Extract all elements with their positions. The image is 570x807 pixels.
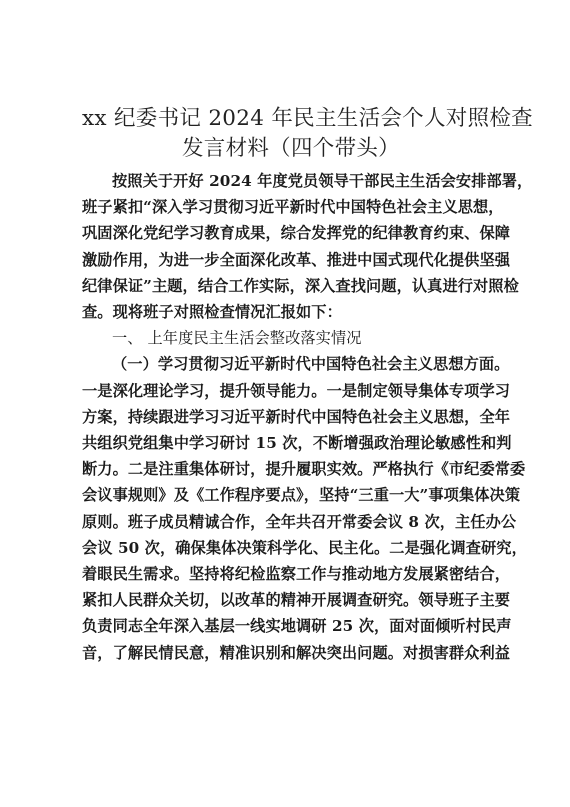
body-line-5: 断力。二是注重集体研讨，提升履职实效。严格执行《市纪委常委: [82, 460, 526, 479]
intro-line-6: 查。现将班子对照检查情况汇报如下：: [82, 303, 342, 322]
body-line-7: 原则。班子成员精诚合作，全年共召开常委会议 8 次，主任办公: [82, 512, 517, 531]
body-line-6: 会议事规则》及《工作程序要点》，坚持“三重一大”事项集体决策: [82, 486, 521, 505]
body-line-2: 一是深化理论学习，提升领导能力。一是制定领导集体专项学习: [82, 381, 511, 400]
intro-line-4: 激励作用，为进一步全面深化改革、推进中国式现代化提供坚强: [82, 250, 511, 269]
body-line-10: 紧扣人民群众关切，以改革的精神开展调查研究。领导班子主要: [82, 591, 511, 610]
title-line-1: xx 纪委书记 2024 年民主生活会个人对照检查: [82, 106, 533, 131]
body-line-12: 音，了解民情民意，精准识别和解决突出问题。对损害群众利益: [82, 643, 511, 662]
document-body: [82, 168, 533, 666]
body-line-4: 共组织党组集中学习研讨 15 次，不断增强政治理论敏感性和判: [82, 434, 512, 453]
section-heading: 一、 上年度民主生活会整改落实情况: [112, 329, 362, 348]
document-title: [82, 104, 533, 164]
body-line-3: 方案，持续跟进学习习近平新时代中国特色社会主义思想，全年: [82, 407, 511, 426]
intro-line-5: 纪律保证”主题，结合工作实际，深入查找问题，认真进行对照检: [82, 276, 519, 295]
intro-line-1: 按照关于开好 2024 年度党员领导干部民主生活会安排部署，: [112, 172, 533, 190]
body-line-9: 着眼民生需求。坚持将纪检监察工作与推动地方发展紧密结合，: [82, 565, 511, 584]
title-line-2: 发言材料（四个带头）: [181, 136, 400, 161]
intro-line-3: 巩固深化党纪学习教育成果，综合发挥党的纪律教育约束、保障: [82, 224, 511, 243]
subsection-heading: （一）学习贯彻习近平新时代中国特色社会主义思想方面。: [112, 355, 510, 374]
body-line-11: 负责同志全年深入基层一线实地调研 25 次，面对面倾听村民声: [82, 617, 512, 636]
body-line-8: 会议 50 次，确保集体决策科学化、民主化。二是强化调查研究，: [82, 538, 527, 557]
intro-line-2: 班子紧扣“深入学习贯彻习近平新时代中国特色社会主义思想，: [82, 198, 504, 217]
